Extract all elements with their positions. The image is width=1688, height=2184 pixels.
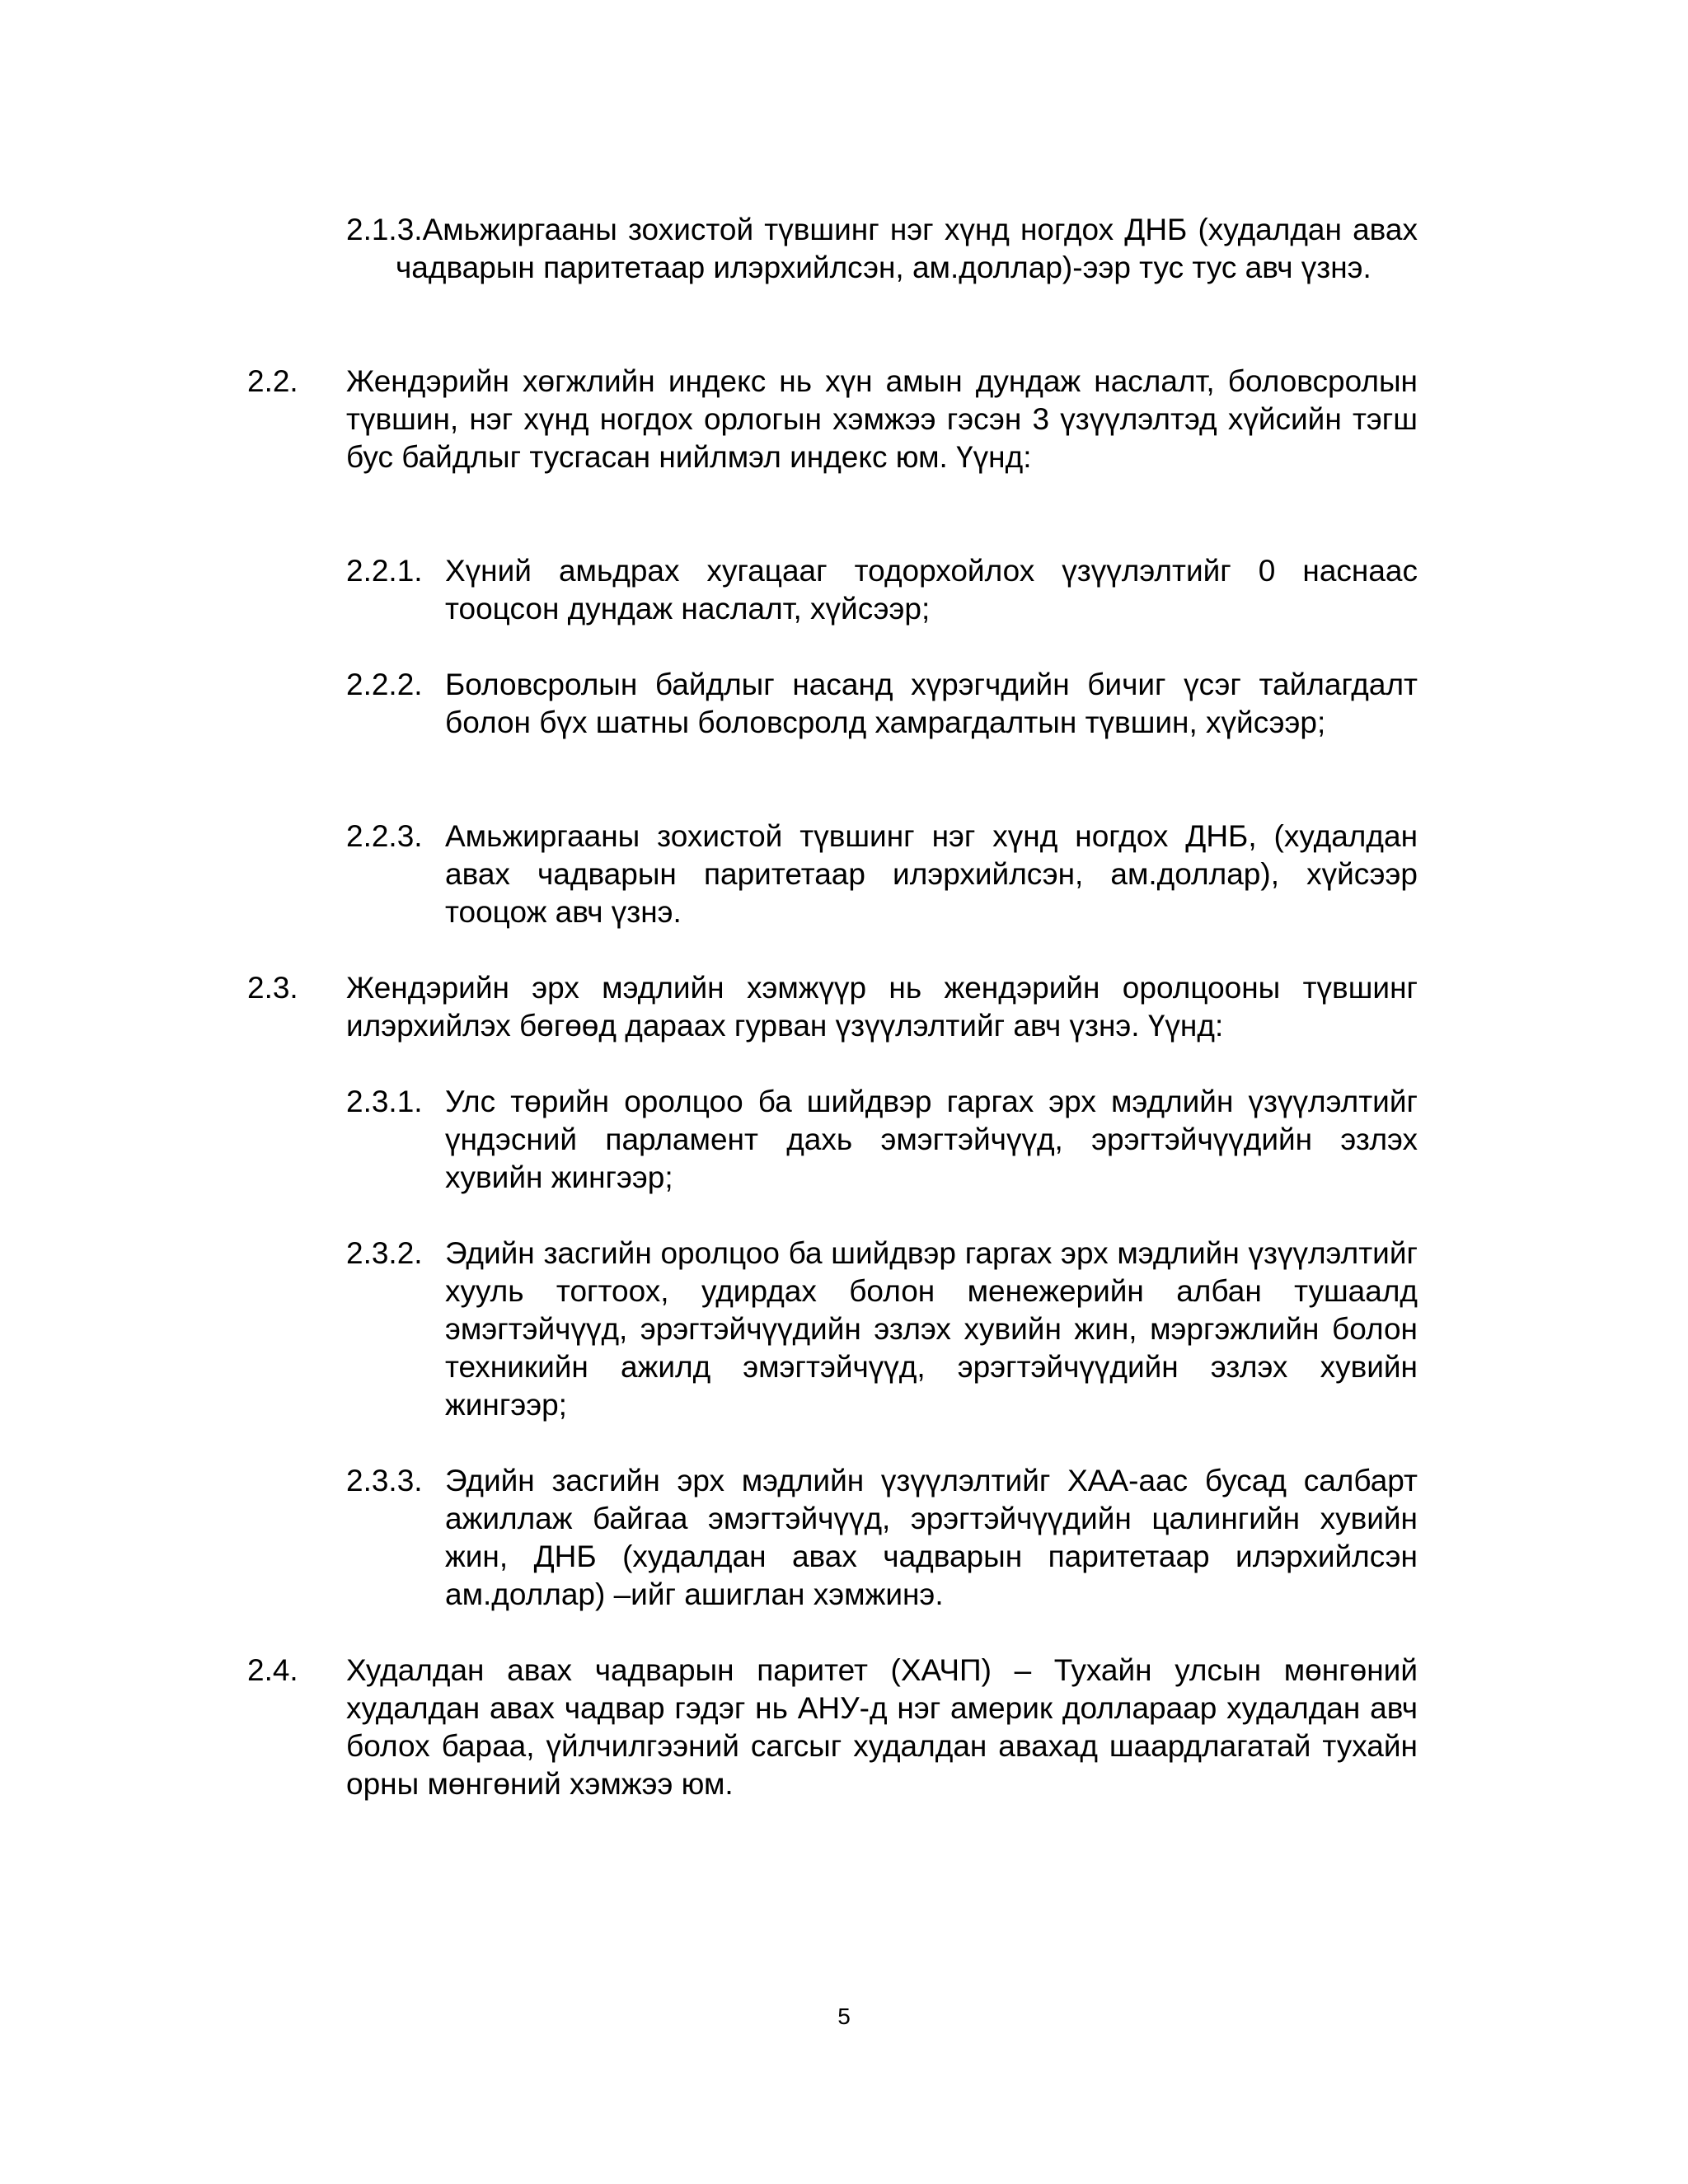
item-2-1-3-text — [346, 211, 1418, 287]
item-2-3-2-text: Эдийн засгийн оролцоо ба шийдвэр гаргах эрх мэдлийн үзүүлэлтийг хууль тогтоох, удирдах болон менежерийн албан тушаалд эмэгтэйчүүд, эрэгтэйчүүдийн эзлэх хувийн жин, мэргэжлийн болон техникийн ажилд эмэгтэйчүүд, эрэгтэйчүүдийн эзлэх хувийн жингээр; — [445, 1236, 1418, 1422]
item-2-1-3-number: 2.1.3. — [346, 213, 423, 246]
item-2-4-text: Худалдан авах чадварын паритет (ХАЧП) – Тухайн улсын мөнгөний худалдан авах чадвар гэдэг нь АНУ-д нэг америк доллараар худалдан авч болох бараа, үйлчилгээний сагсыг худалдан авахад шаардлагатай тухайн орны мөнгөний хэмжээ юм. — [346, 1653, 1418, 1801]
item-2-1-3-body: Амьжиргааны зохистой түвшинг нэг хүнд ногдох ДНБ (худалдан авах чадварын паритетаар илэрхийлсэн, ам.доллар)-ээр тус тус авч үзнэ. — [396, 213, 1418, 284]
page-number: 5 — [837, 2004, 851, 2029]
item-2-3-text: Жендэрийн эрх мэдлийн хэмжүүр нь жендэрийн оролцооны түвшинг илэрхийлэх бөгөөд дараах гурван үзүүлэлтийг авч үзнэ. Үүнд: — [346, 971, 1418, 1043]
item-2-3-3-text: Эдийн засгийн эрх мэдлийн үзүүлэлтийг ХАА-аас бусад салбарт ажиллаж байгаа эмэгтэйчүүд, эрэгтэйчүүдийн цалингийн хувийн жин, ДНБ (худалдан авах чадварын паритетаар илэрхийлсэн ам.доллар) –ийг ашиглан хэмжинэ. — [445, 1464, 1418, 1611]
item-2-3-1-text: Улс төрийн оролцоо ба шийдвэр гаргах эрх мэдлийн үзүүлэлтийг үндэсний парламент дахь эмэгтэйчүүд, эрэгтэйчүүдийн эзлэх хувийн жингээр; — [445, 1085, 1418, 1194]
item-2-3-number: 2.3. — [247, 971, 298, 1005]
item-2-2-2-text: Боловсролын байдлыг насанд хүрэгчдийн бичиг үсэг тайлагдалт болон бүх шатны боловсролд хамрагдалтын түвшин, хүйсээр; — [445, 668, 1418, 739]
item-2-2-1-number: 2.2.1. — [346, 554, 423, 588]
item-2-3-3-number: 2.3.3. — [346, 1464, 423, 1497]
item-2-2-1-text: Хүний амьдрах хугацааг тодорхойлох үзүүлэлтийг 0 наснаас тооцсон дундаж наслалт, хүйсээр; — [445, 554, 1418, 626]
item-2-2-2-number: 2.2.2. — [346, 668, 423, 701]
item-2-3-2-number: 2.3.2. — [346, 1236, 423, 1270]
item-2-2-number: 2.2. — [247, 364, 298, 398]
item-2-4-number: 2.4. — [247, 1653, 298, 1687]
item-2-2-3-text: Амьжиргааны зохистой түвшинг нэг хүнд ногдох ДНБ, (худалдан авах чадварын паритетаар илэрхийлсэн, ам.доллар), хүйсээр тооцож авч үзнэ. — [445, 819, 1418, 929]
item-2-2-3-number: 2.2.3. — [346, 819, 423, 853]
item-2-2-text: Жендэрийн хөгжлийн индекс нь хүн амын дундаж наслалт, боловсролын түвшин, нэг хүнд ногдох орлогын хэмжээ гэсэн 3 үзүүлэлтэд хүйсийн тэгш бус байдлыг тусгасан нийлмэл индекс юм. Үүнд: — [346, 364, 1418, 474]
item-2-3-1-number: 2.3.1. — [346, 1085, 423, 1118]
